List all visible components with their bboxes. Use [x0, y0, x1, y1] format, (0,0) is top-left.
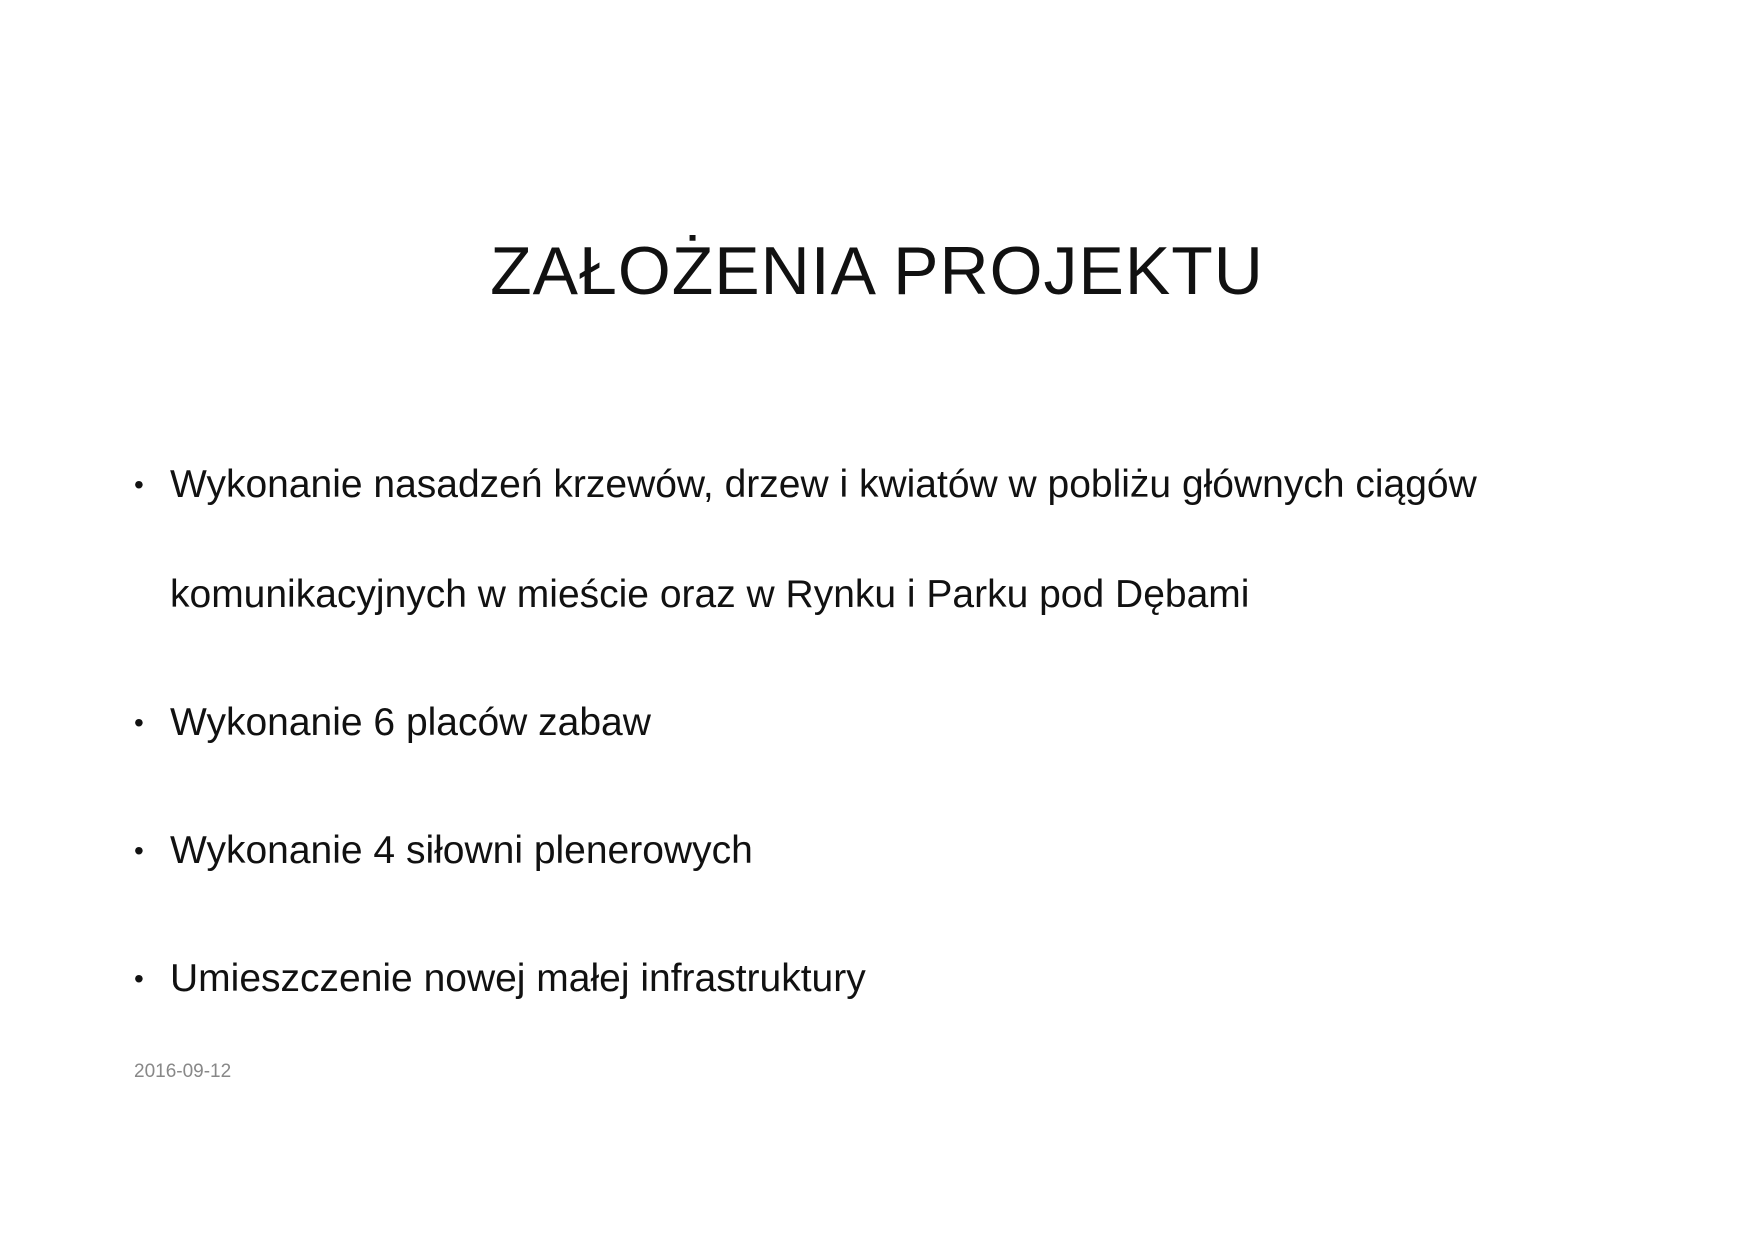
- bullet-text: Umieszczenie nowej małej infrastruktury: [170, 957, 866, 1000]
- bullet-list: [134, 430, 1614, 1034]
- bullet-icon: •: [134, 835, 144, 866]
- bullet-icon: •: [134, 963, 144, 994]
- bullet-text: Wykonanie nasadzeń krzewów, drzew i kwiatów w pobliżu głównych ciągów komunikacyjnych w mieście oraz w Rynku i Parku pod Dębami: [170, 463, 1477, 616]
- bullet-icon: •: [134, 707, 144, 738]
- bullet-item: [134, 924, 1614, 1034]
- bullet-item: [134, 668, 1614, 778]
- bullet-text: Wykonanie 4 siłowni plenerowych: [170, 829, 753, 872]
- bullet-item: [134, 796, 1614, 906]
- slide-date: 2016-09-12: [134, 1061, 232, 1082]
- bullet-text: Wykonanie 6 placów zabaw: [170, 701, 651, 744]
- slide-title: ZAŁOŻENIA PROJEKTU: [490, 233, 1264, 309]
- bullet-item: [134, 430, 1614, 650]
- bullet-icon: •: [134, 469, 144, 500]
